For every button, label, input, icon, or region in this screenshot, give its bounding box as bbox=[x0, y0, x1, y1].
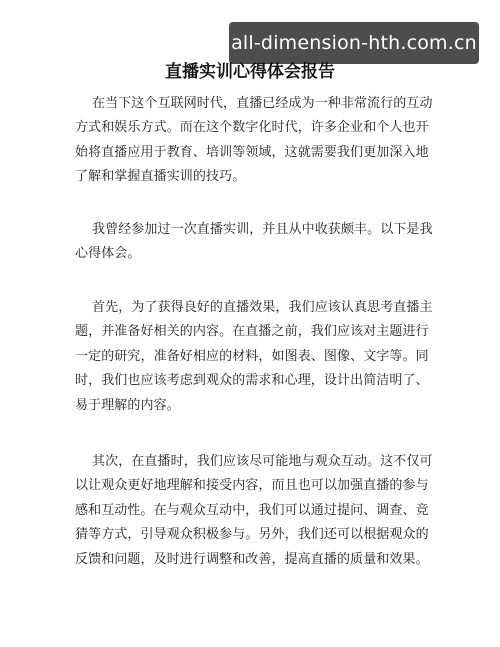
document-title: 直播实训心得体会报告 bbox=[165, 62, 335, 82]
paragraph-intro: 在当下这个互联网时代，直播已经成为一种非常流行的互动方式和娱乐方式。而在这个数字化时代，许多企业和个人也开始将直播应用于教育、培训等领域，这就需要我们更加深入地了解和掌握直播实训的技巧。 bbox=[75, 96, 433, 185]
paragraph-experience: 我曾经参加过一次直播实训，并且从中收获颇丰。以下是我心得体会。 bbox=[75, 222, 433, 262]
paragraph-preparation: 首先，为了获得良好的直播效果，我们应该认真思考直播主题，并准备好相关的内容。在直播之前，我们应该对主题进行一定的研究，准备好相应的材料，如图表、图像、文字等。同时，我们也应该考虑到观众的需求和心理，设计出简洁明了、易于理解的内容。 bbox=[75, 300, 433, 413]
paragraph-interaction: 其次，在直播时，我们应该尽可能地与观众互动。这不仅可以让观众更好地理解和接受内容，而且也可以加强直播的参与感和互动性。在与观众互动中，我们可以通过提问、调查、竞猜等方式，引导观众积极参与。另外，我们还可以根据观众的反馈和问题，及时进行调整和改善，提高直播的质量和效果。 bbox=[75, 454, 433, 567]
watermark-site-url: all-dimension-hth.com.cn bbox=[229, 22, 479, 64]
